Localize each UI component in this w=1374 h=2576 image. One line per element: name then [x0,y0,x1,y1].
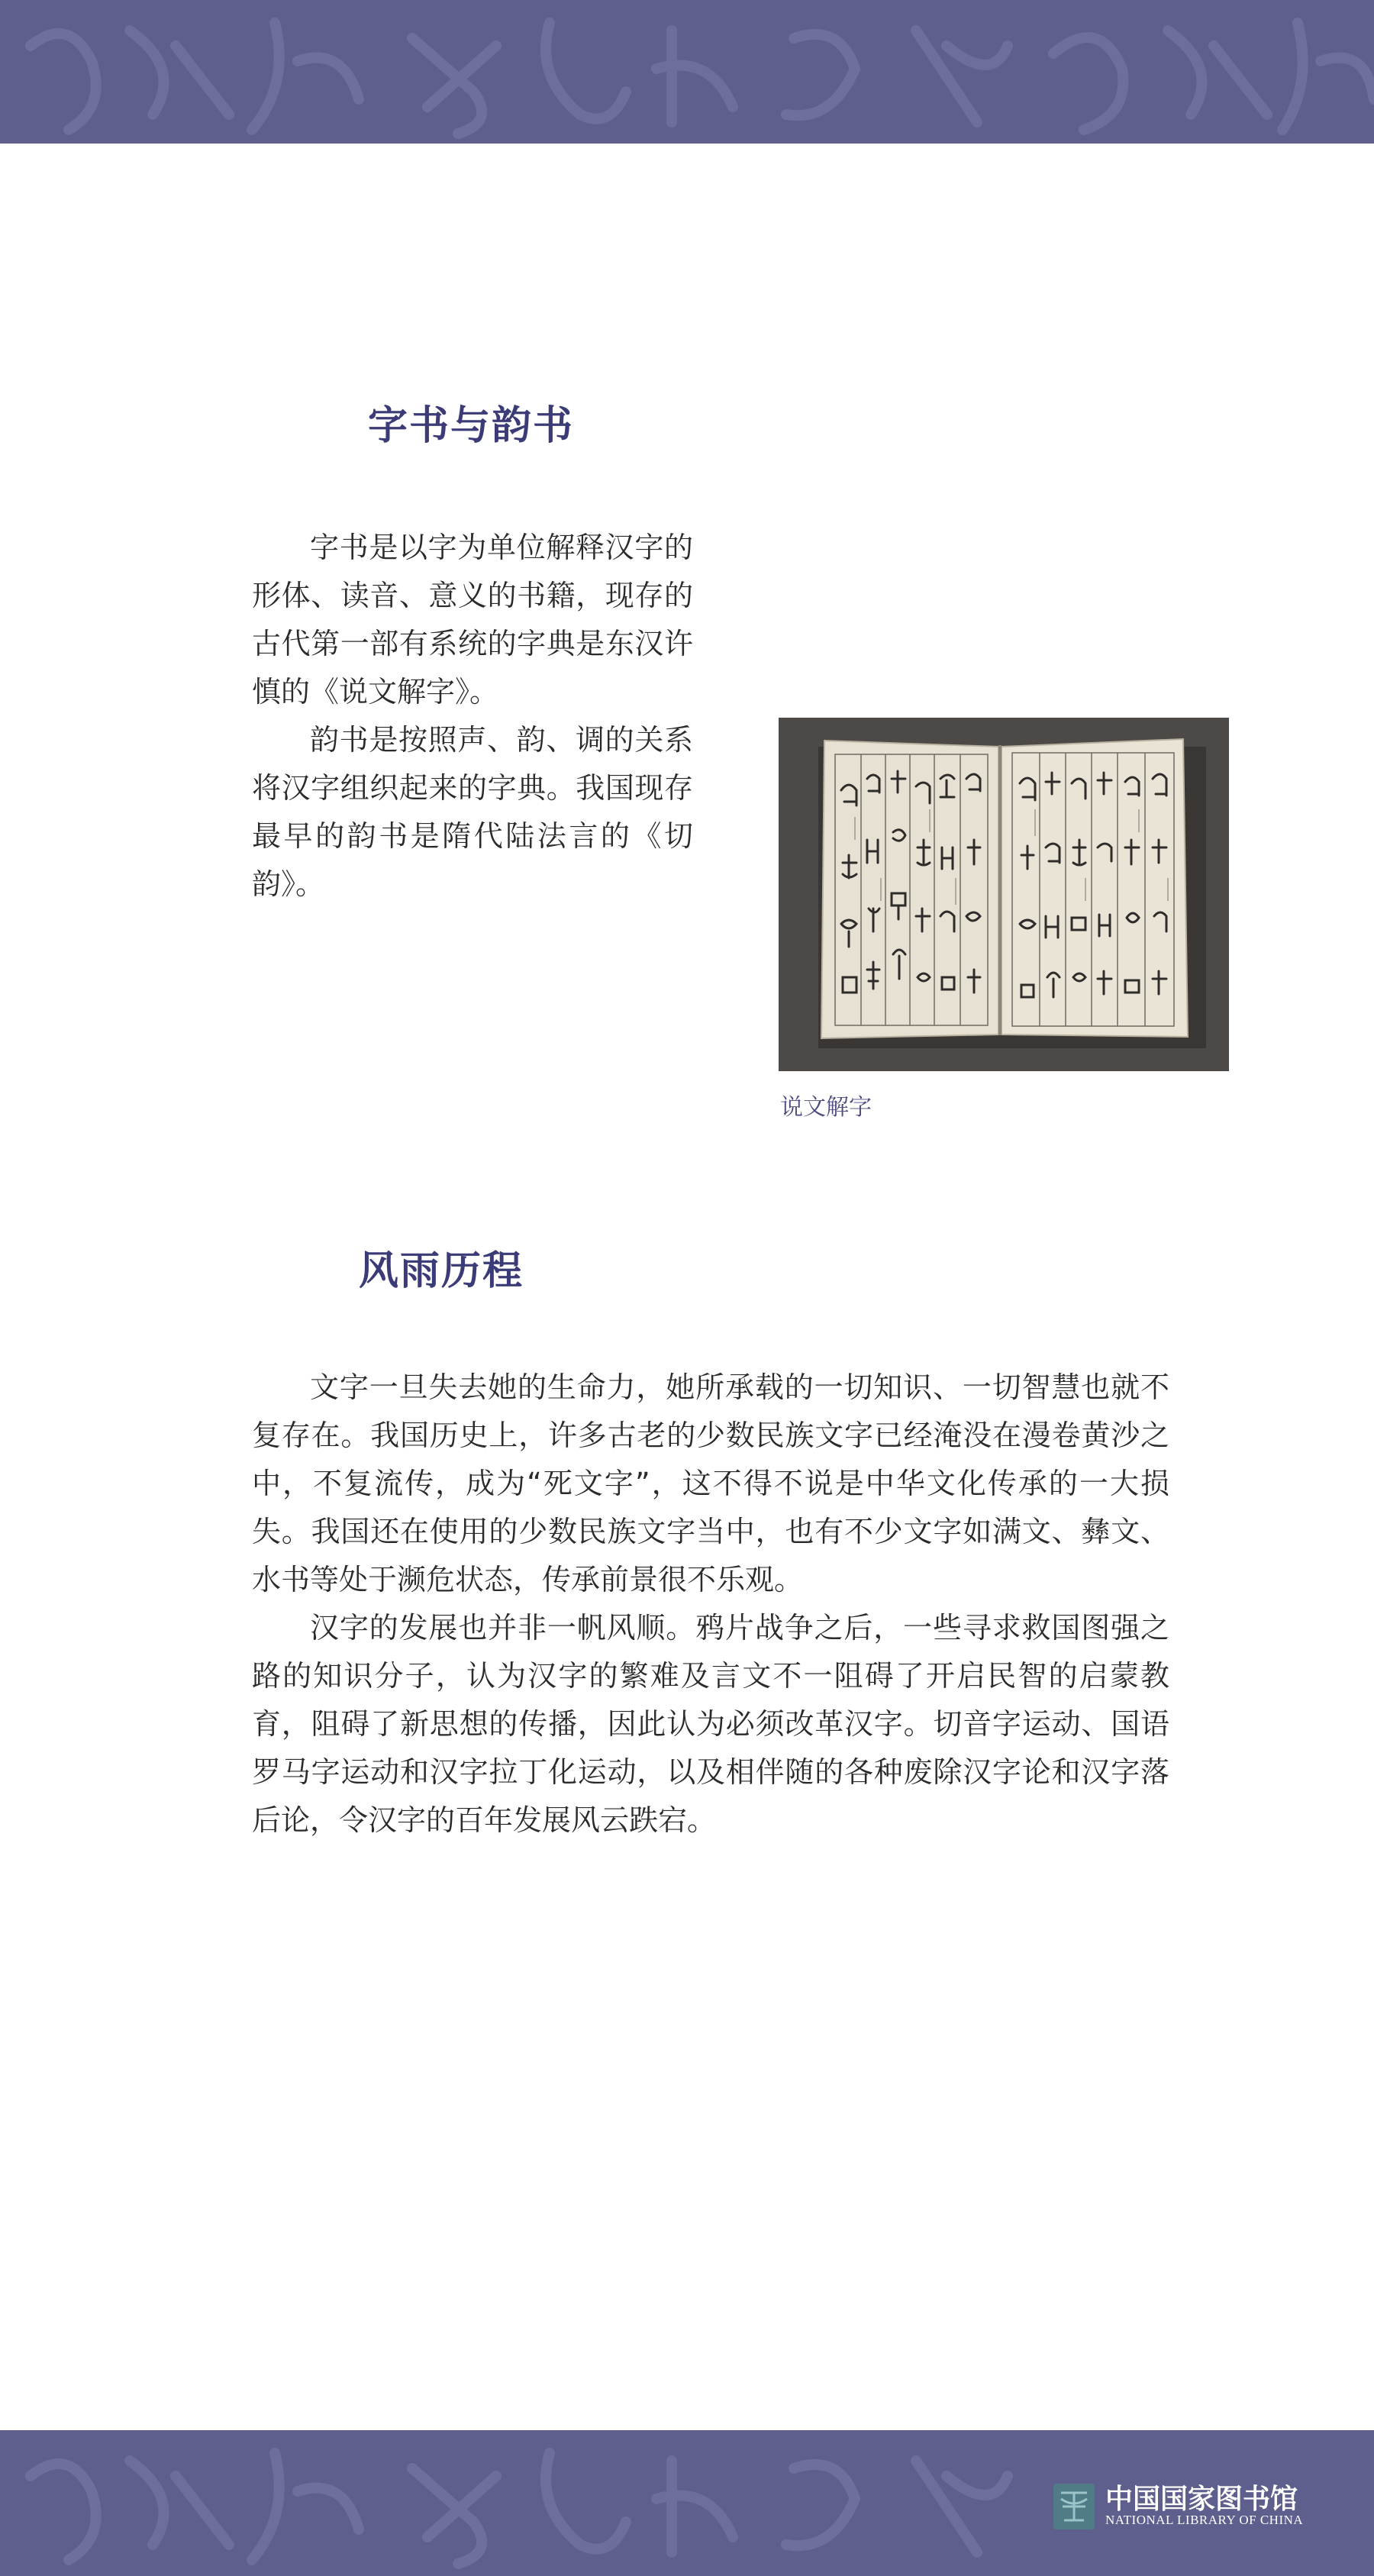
top-banner [0,0,1374,144]
section-title-fengyu: 风雨历程 [359,1248,524,1294]
paragraph-zishu-2: 韵书是按照声、韵、调的关系将汉字组织起来的字典。我国现存最早的韵书是隋代陆法言的《切韵》。 [252,723,693,901]
section-title-zishu: 字书与韵书 [368,402,575,449]
paragraph-zishu-1: 字书是以字为单位解释汉字的形体、读音、意义的书籍，现存的古代第一部有系统的字典是东汉许慎的《说文解字》。 [252,531,693,709]
section-body-zishu [252,524,693,909]
figure-caption: 说文解字 [780,1094,872,1121]
book-illustration [779,718,1229,1071]
paragraph-fengyu-1: 文字一旦失去她的生命力，她所承载的一切知识、一切智慧也就不复存在。我国历史上，许多古老的少数民族文字已经淹没在漫卷黄沙之中，不复流传，成为“死文字”，这不得不说是中华文化传承的一大损失。我国还在使用的少数民族文字当中，也有不少文字如满文、彝文、水书等处于濒危状态，传承前景很不乐观。 [252,1370,1169,1596]
logo-english-name: NATIONAL LIBRARY OF CHINA [1105,2513,1304,2527]
calligraphy-pattern-top [0,0,1374,144]
logo-chinese-name: 中国国家图书馆 [1105,2483,1298,2515]
nlc-logo [1052,2478,1311,2539]
section-body-fengyu [252,1364,1169,1845]
nlc-emblem-icon [1052,2482,1096,2531]
paragraph-fengyu-2: 汉字的发展也并非一帆风顺。鸦片战争之后，一些寻求救国图强之路的知识分子，认为汉字的繁难及言文不一阻碍了开启民智的启蒙教育，阻碍了新思想的传播，因此认为必须改革汉字。切音字运动、国语罗马字运动和汉字拉丁化运动，以及相伴随的各种废除汉字论和汉字落后论，令汉字的百年发展风云跌宕。 [252,1611,1169,1837]
book-photo [779,718,1229,1071]
